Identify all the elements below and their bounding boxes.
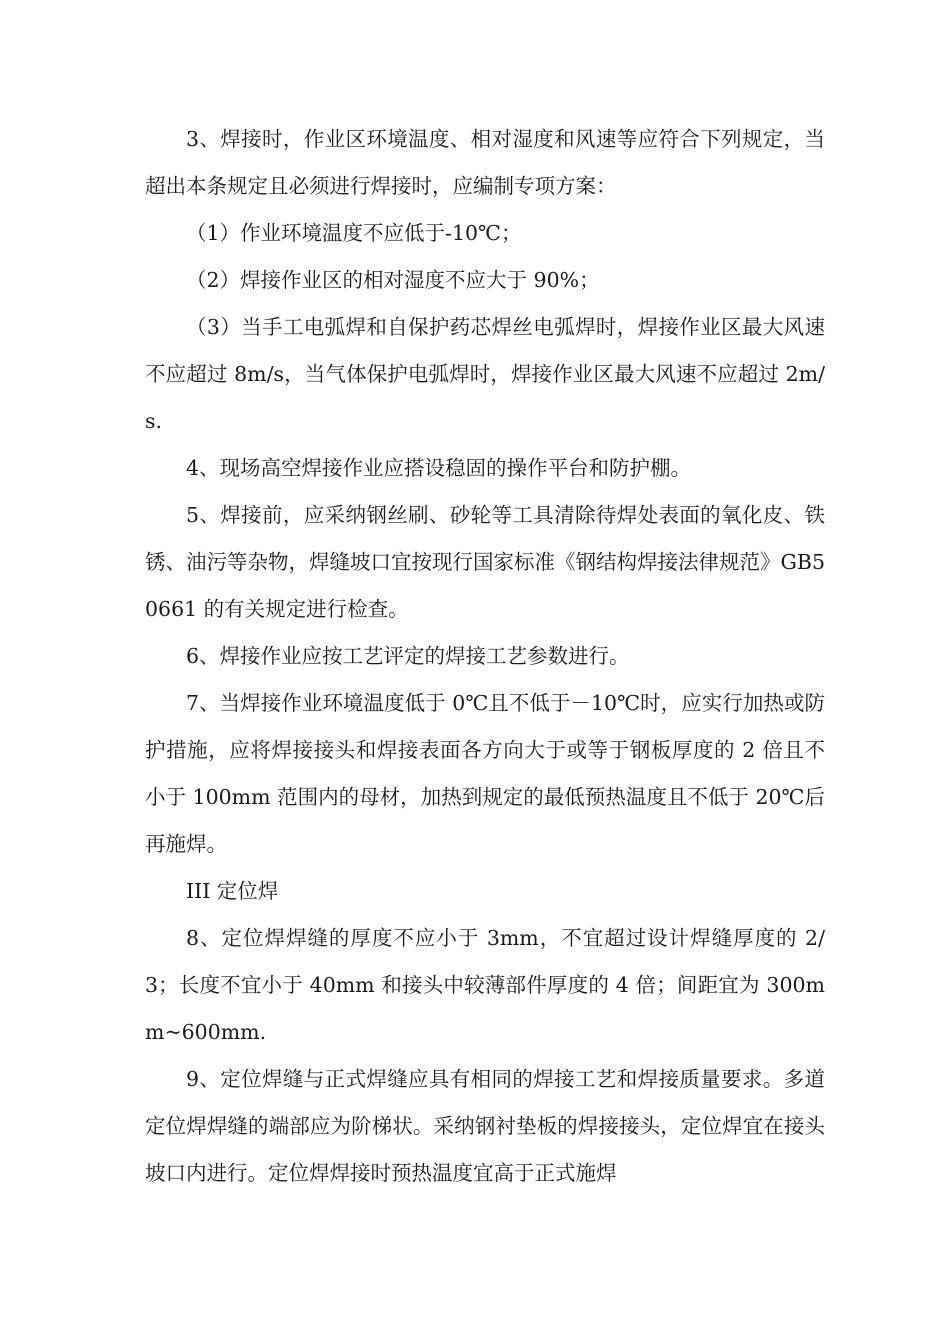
paragraph-4-platform: 4、现场高空焊接作业应搭设稳固的操作平台和防护棚。 <box>186 456 692 480</box>
paragraph-3-item-1: （1）作业环境温度不应低于-10℃； <box>186 221 522 245</box>
paragraph-5-cleaning: 5、焊接前，应采纳钢丝刷、砂轮等工具清除待焊处表面的氧化皮、铁锈、油污等杂物，焊缝坡口宜按现行国家标准《钢结构焊接法律规范》GB50661 的有关规定进行检查。 <box>145 503 825 621</box>
document-body <box>145 116 825 1197</box>
paragraph-3-welding-conditions: 3、焊接时，作业区环境温度、相对湿度和风速等应符合下列规定，当超出本条规定且必须进行焊接时，应编制专项方案： <box>145 127 825 198</box>
paragraph-8-tack-weld-size: 8、定位焊焊缝的厚度不应小于 3mm，不宜超过设计焊缝厚度的 2/3；长度不宜小于 40mm 和接头中较薄部件厚度的 4 倍；间距宜为 300mm~600mm. <box>145 926 825 1044</box>
paragraph-9-tack-weld-quality: 9、定位焊缝与正式焊缝应具有相同的焊接工艺和焊接质量要求。多道定位焊焊缝的端部应为阶梯状。采纳钢衬垫板的焊接接头，定位焊宜在接头坡口内进行。定位焊焊接时预热温度宜高于正式施焊 <box>145 1067 825 1185</box>
section-heading-tack-welding: III 定位焊 <box>186 879 279 903</box>
paragraph-7-preheating: 7、当焊接作业环境温度低于 0℃且不低于－10℃时，应实行加热或防护措施，应将焊接接头和焊接表面各方向大于或等于钢板厚度的 2 倍且不小于 100mm 范围内的母材，加热到规定的最低预热温度且不低于 20℃后再施焊。 <box>145 691 825 856</box>
paragraph-3-item-3: （3）当手工电弧焊和自保护药芯焊丝电弧焊时，焊接作业区最大风速不应超过 8m/s，当气体保护电弧焊时，焊接作业区最大风速不应超过 2m/s. <box>145 315 825 433</box>
paragraph-3-item-2: （2）焊接作业区的相对湿度不应大于 90%； <box>186 268 600 292</box>
paragraph-6-parameters: 6、焊接作业应按工艺评定的焊接工艺参数进行。 <box>186 644 630 668</box>
